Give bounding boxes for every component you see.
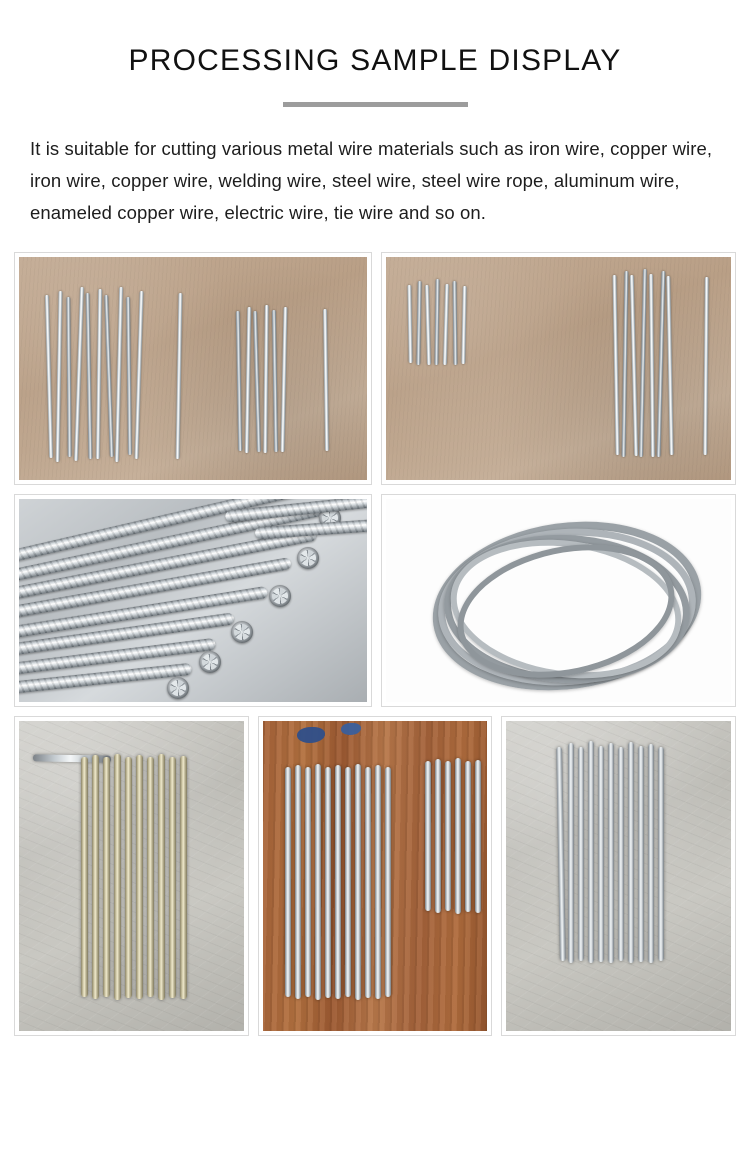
photo-cut-wires-cardboard-right xyxy=(381,252,736,485)
concrete-background xyxy=(19,721,244,1031)
title-divider-wrap xyxy=(0,102,750,107)
cardboard-background xyxy=(386,257,731,480)
photo-rods-concrete-left xyxy=(14,716,249,1036)
photo-wires-wood xyxy=(258,716,493,1036)
gallery-row xyxy=(14,494,736,707)
strand-cross-section xyxy=(297,547,319,569)
paint-blob xyxy=(297,727,325,743)
photo-image xyxy=(19,499,367,702)
strand-cross-section xyxy=(167,677,189,699)
strand-cross-section xyxy=(231,621,253,643)
strand-cross-section xyxy=(269,585,291,607)
photo-rods-concrete-right xyxy=(501,716,736,1036)
photo-gallery xyxy=(14,252,736,1036)
paint-blob xyxy=(341,723,361,735)
concrete-background xyxy=(506,721,731,1031)
cardboard-background xyxy=(19,257,367,480)
wood-background xyxy=(263,721,488,1031)
photo-cut-wires-cardboard-left xyxy=(14,252,372,485)
photo-image xyxy=(19,257,367,480)
sample-display-page xyxy=(0,44,750,1153)
strand-background xyxy=(19,499,367,702)
title-divider xyxy=(283,102,468,107)
photo-strand-bundle-closeup xyxy=(14,494,372,707)
rope-background xyxy=(386,499,731,702)
photo-image xyxy=(263,721,488,1031)
intro-paragraph: It is suitable for cutting various metal wire materials such as iron wire, copper wire, iron wire, copper wire, welding wire, steel wire, steel wire rope, aluminum wire, enameled copper wire, electric wire, tie wire and so on. xyxy=(30,138,713,224)
photo-image xyxy=(386,499,731,702)
gallery-row xyxy=(14,716,736,1036)
strand-cross-section xyxy=(199,651,221,673)
photo-coiled-wire-rope xyxy=(381,494,736,707)
gallery-row xyxy=(14,252,736,485)
page-title: PROCESSING SAMPLE DISPLAY xyxy=(128,44,622,77)
photo-image xyxy=(19,721,244,1031)
photo-image xyxy=(506,721,731,1031)
photo-image xyxy=(386,257,731,480)
